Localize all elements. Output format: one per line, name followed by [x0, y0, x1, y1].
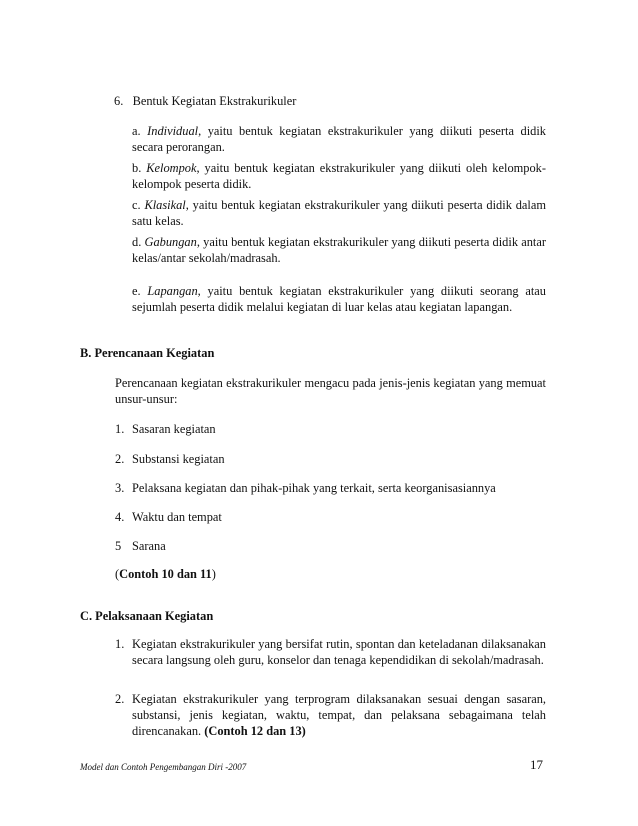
list-item: [115, 691, 546, 739]
footer-title: Model dan Contoh Pengembangan Diri -2007: [80, 762, 247, 772]
list-text: Substansi kegiatan: [132, 452, 225, 466]
example-reference: [115, 566, 546, 582]
list-item: [115, 636, 546, 684]
list-item-e: [132, 283, 546, 315]
section-6-heading: [114, 93, 296, 109]
list-number: 4.: [115, 510, 125, 524]
item-letter: a.: [132, 124, 141, 138]
list-text: [132, 691, 546, 739]
list-text: Waktu dan tempat: [132, 510, 222, 524]
list-number: 2.: [115, 692, 125, 706]
list-number: 5: [115, 539, 122, 553]
example-label: (Contoh 12 dan 13): [204, 724, 306, 738]
item-term: Kelompok: [146, 161, 197, 175]
item-text: yaitu bentuk kegiatan ekstrakurikuler yang diikuti seorang atau sejumlah peserta didik melalui kegiatan di luar kelas atau kegiatan lapangan.: [132, 284, 546, 314]
item-text: , yaitu bentuk kegiatan ekstrakurikuler yang diikuti peserta didik antar kelas/antar sekolah/madrasah.: [132, 235, 546, 265]
list-text: Sarana: [132, 539, 166, 553]
paren-close: ): [211, 567, 216, 581]
list-item-a: [132, 123, 546, 155]
section-c-heading: C. Pelaksanaan Kegiatan: [80, 609, 214, 623]
example-label: Contoh 10 dan 11: [119, 567, 212, 581]
list-text-body: Kegiatan ekstrakurikuler yang terprogram dilaksanakan sesuai dengan sasaran, substansi, jenis kegiatan, waktu, tempat, dan pelaksana sebagaimana telah direncanakan.: [132, 692, 546, 738]
item-letter: c.: [132, 198, 141, 212]
item-letter: e.: [132, 284, 141, 298]
list-number: 2.: [115, 452, 125, 466]
list-item-b: [132, 160, 546, 192]
list-text: Sasaran kegiatan: [132, 422, 216, 436]
list-item-c: [132, 197, 546, 229]
item-text: , yaitu bentuk kegiatan ekstrakurikuler yang diikuti oleh kelompok-kelompok peserta didik.: [132, 161, 546, 191]
section-6-title: Bentuk Kegiatan Ekstrakurikuler: [132, 94, 297, 108]
list-number: 1.: [115, 422, 125, 436]
section-b-heading: B. Perencanaan Kegiatan: [80, 346, 215, 360]
list-number: 3.: [115, 481, 125, 495]
page-number: 17: [530, 757, 543, 772]
item-term: Individual: [147, 124, 199, 138]
item-text: , yaitu bentuk kegiatan ekstrakurikuler yang diikuti peserta didik dalam satu kelas.: [132, 198, 546, 228]
item-term: Lapangan,: [147, 284, 201, 298]
list-text: Pelaksana kegiatan dan pihak-pihak yang terkait, serta keorganisasiannya: [132, 481, 496, 495]
list-item-d: [132, 234, 546, 266]
item-term: Gabungan: [144, 235, 197, 249]
list-number: 1.: [115, 637, 125, 651]
item-term: Klasikal: [144, 198, 186, 212]
item-letter: b.: [132, 161, 142, 175]
paren-open: (: [115, 567, 120, 581]
section-6-number: 6.: [114, 94, 124, 108]
item-letter: d.: [132, 235, 142, 249]
item-text: , yaitu bentuk kegiatan ekstrakurikuler yang diikuti peserta didik secara perorangan.: [132, 124, 546, 154]
list-text: Kegiatan ekstrakurikuler yang bersifat rutin, spontan dan keteladanan dilaksanakan secara langsung oleh guru, konselor dan tenaga kependidikan di sekolah/madrasah.: [132, 637, 546, 667]
section-b-intro: Perencanaan kegiatan ekstrakurikuler mengacu pada jenis-jenis kegiatan yang memuat unsur-unsur:: [115, 376, 546, 406]
